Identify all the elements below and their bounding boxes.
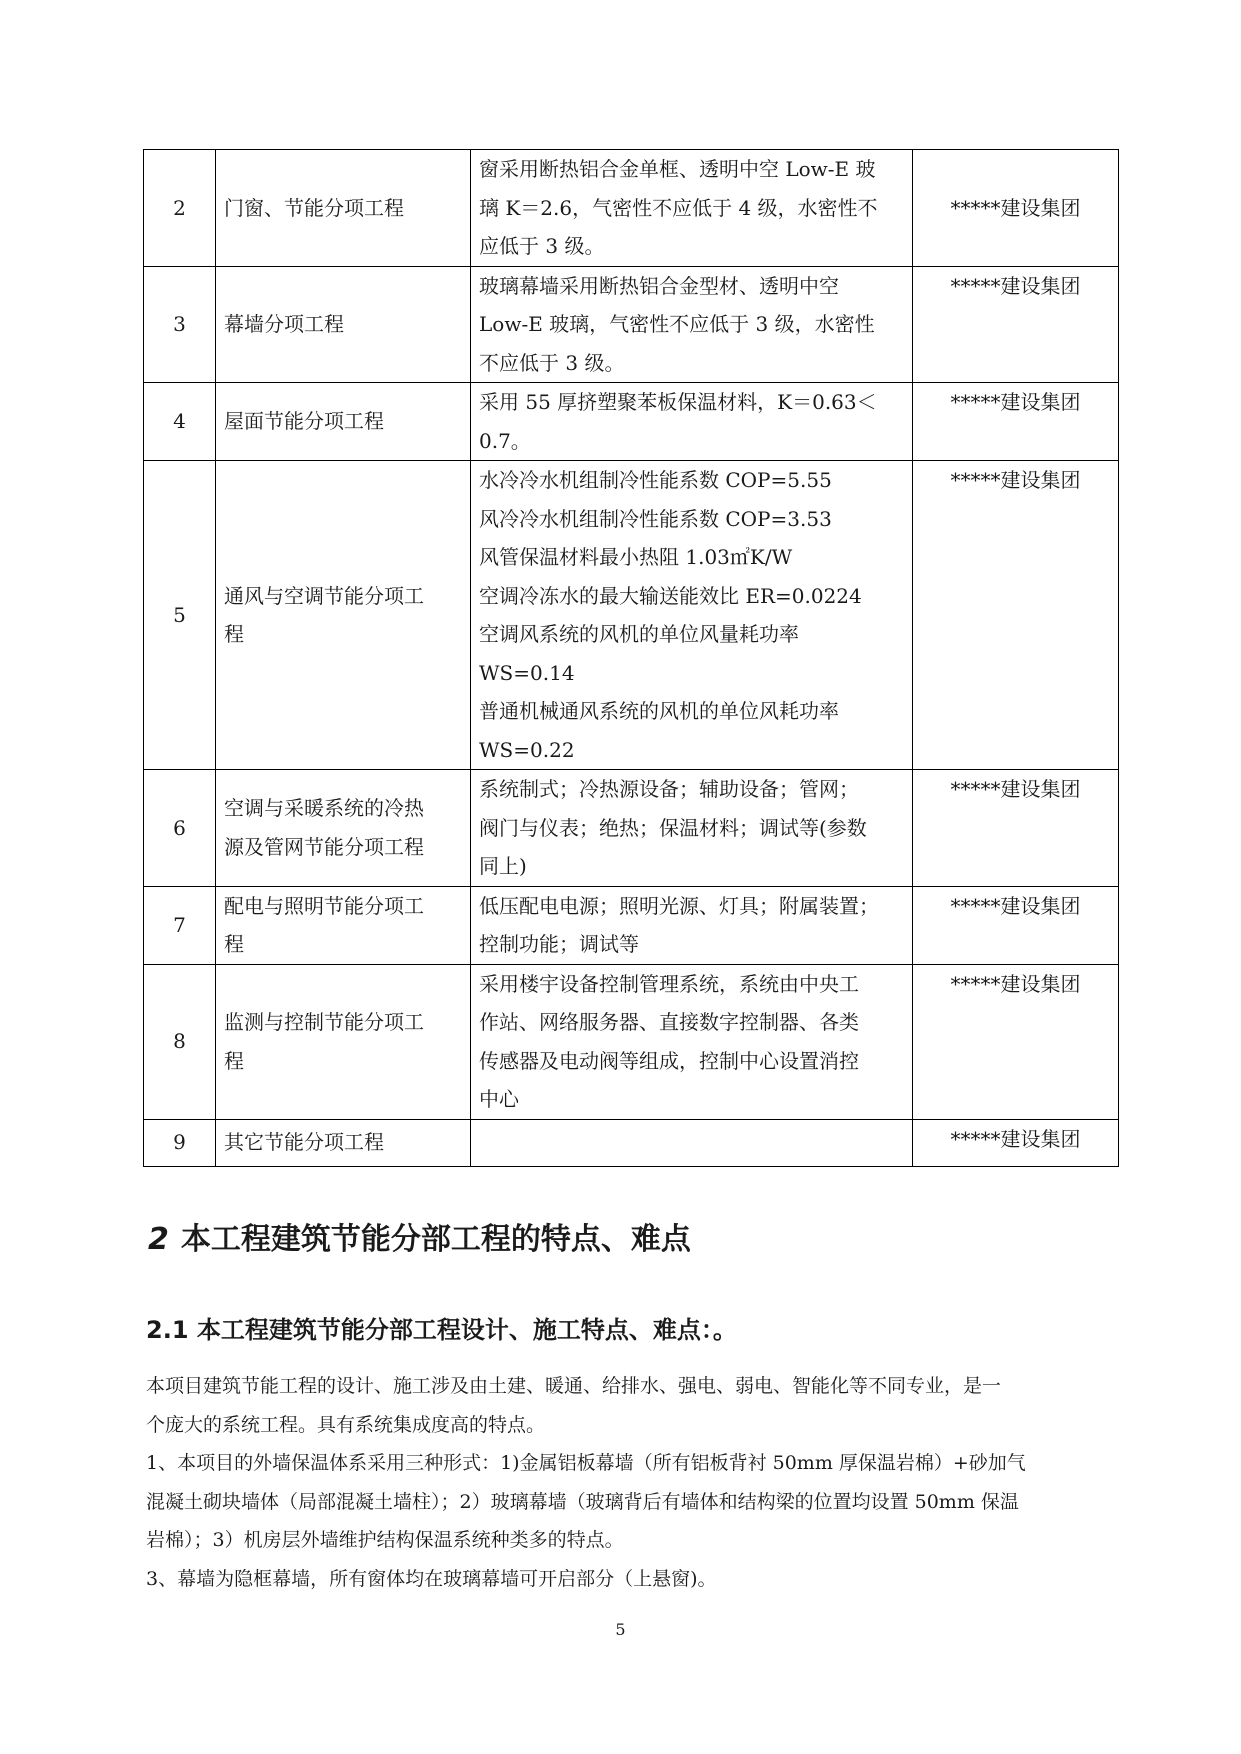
contractor-cell: *****建设集团 bbox=[913, 150, 1119, 267]
body-text bbox=[146, 1367, 1121, 1598]
subitem-name-line: 门窗、节能分项工程 bbox=[224, 195, 404, 220]
row-number-cell: 6 bbox=[144, 770, 216, 887]
contractor-cell: *****建设集团 bbox=[913, 383, 1119, 461]
table-row bbox=[144, 1119, 1119, 1166]
description-line: 控制功能；调试等 bbox=[479, 932, 639, 956]
subitem-name-line: 屋面节能分项工程 bbox=[224, 409, 384, 434]
description-line: 应低于 3 级。 bbox=[479, 234, 605, 258]
table-row bbox=[144, 886, 1119, 964]
table-row bbox=[144, 150, 1119, 267]
description-cell bbox=[471, 461, 913, 770]
subitem-name-line: 程 bbox=[224, 1048, 244, 1073]
table-row bbox=[144, 770, 1119, 887]
subitem-name-cell bbox=[216, 383, 471, 461]
body-line: 1、本项目的外墙保温体系采用三种形式：1)金属铝板幕墙（所有铝板背衬 50mm 厚保温岩棉）+砂加气 bbox=[146, 1452, 1026, 1474]
subitem-name-cell bbox=[216, 461, 471, 770]
body-line: 岩棉）；3）机房层外墙维护结构保温系统种类多的特点。 bbox=[146, 1529, 624, 1551]
energy-subitem-table-container bbox=[143, 149, 1118, 1167]
description-cell bbox=[471, 150, 913, 267]
description-line: 水冷冷水机组制冷性能系数 COP=5.55 bbox=[479, 468, 832, 492]
description-line: 作站、网络服务器、直接数字控制器、各类 bbox=[479, 1010, 859, 1034]
row-number-cell: 8 bbox=[144, 964, 216, 1119]
table-row bbox=[144, 461, 1119, 770]
subitem-name-line: 程 bbox=[224, 932, 244, 956]
subitem-name-line: 通风与空调节能分项工 bbox=[224, 583, 424, 608]
description-line: 采用楼宇设备控制管理系统，系统由中央工 bbox=[479, 971, 859, 996]
description-line: 0.7。 bbox=[479, 428, 531, 453]
description-cell bbox=[471, 770, 913, 887]
table-row bbox=[144, 266, 1119, 383]
contractor-cell: *****建设集团 bbox=[913, 1119, 1119, 1166]
subitem-name-cell bbox=[216, 770, 471, 887]
description-line: 同上) bbox=[479, 854, 527, 878]
description-line: 空调冷冻水的最大输送能效比 ER=0.0224 bbox=[479, 583, 862, 608]
row-number-cell: 2 bbox=[144, 150, 216, 267]
description-line: 传感器及电动阀等组成，控制中心设置消控 bbox=[479, 1048, 859, 1073]
description-cell bbox=[471, 886, 913, 964]
description-line: 空调风系统的风机的单位风量耗功率 bbox=[479, 622, 799, 646]
subitem-name-cell bbox=[216, 150, 471, 267]
description-line: 中心 bbox=[479, 1087, 519, 1111]
description-line: 阀门与仪表；绝热；保温材料；调试等(参数 bbox=[479, 815, 867, 840]
subitem-name-cell bbox=[216, 1119, 471, 1166]
description-cell bbox=[471, 1119, 913, 1166]
row-number-cell: 9 bbox=[144, 1119, 216, 1166]
energy-subitem-table bbox=[143, 149, 1119, 1167]
subsection-heading: 2.1 本工程建筑节能分部工程设计、施工特点、难点：。 bbox=[146, 1316, 737, 1344]
subitem-name-line: 源及管网节能分项工程 bbox=[224, 834, 424, 859]
description-line: 窗采用断热铝合金单框、透明中空 Low-E 玻 bbox=[479, 157, 876, 181]
row-number-cell: 7 bbox=[144, 886, 216, 964]
section-heading bbox=[148, 1214, 691, 1258]
description-line: 不应低于 3 级。 bbox=[479, 350, 625, 375]
page-number: 5 bbox=[615, 1620, 626, 1639]
description-line: 普通机械通风系统的风机的单位风耗功率 bbox=[479, 699, 839, 723]
subitem-name-cell bbox=[216, 886, 471, 964]
contractor-cell: *****建设集团 bbox=[913, 461, 1119, 770]
description-line: WS=0.14 bbox=[479, 660, 575, 685]
description-line: 系统制式；冷热源设备；辅助设备；管网； bbox=[479, 777, 859, 801]
description-cell bbox=[471, 964, 913, 1119]
table-body bbox=[144, 150, 1119, 1167]
table-row bbox=[144, 383, 1119, 461]
description-line: 风冷冷水机组制冷性能系数 COP=3.53 bbox=[479, 506, 832, 531]
row-number-cell: 4 bbox=[144, 383, 216, 461]
description-line: 风管保温材料最小热阻 1.03㎡K/W bbox=[479, 545, 793, 569]
contractor-cell: *****建设集团 bbox=[913, 964, 1119, 1119]
subitem-name-cell bbox=[216, 266, 471, 383]
description-line: 采用 55 厚挤塑聚苯板保温材料，K＝0.63＜ bbox=[479, 390, 877, 414]
row-number-cell: 5 bbox=[144, 461, 216, 770]
subitem-name-cell bbox=[216, 964, 471, 1119]
contractor-cell: *****建设集团 bbox=[913, 266, 1119, 383]
body-line: 3、幕墙为隐框幕墙，所有窗体均在玻璃幕墙可开启部分（上悬窗)。 bbox=[146, 1567, 717, 1590]
body-line: 混凝土砌块墙体（局部混凝土墙柱）；2）玻璃幕墙（玻璃背后有墙体和结构梁的位置均设置 50mm 保温 bbox=[146, 1490, 1019, 1513]
description-line: 低压配电电源；照明光源、灯具；附属装置； bbox=[479, 893, 879, 918]
body-line: 个庞大的系统工程。具有系统集成度高的特点。 bbox=[146, 1413, 546, 1436]
description-line: Low-E 玻璃，气密性不应低于 3 级，水密性 bbox=[479, 312, 875, 336]
contractor-cell: *****建设集团 bbox=[913, 770, 1119, 887]
subitem-name-line: 空调与采暖系统的冷热 bbox=[224, 796, 424, 821]
description-line: 璃 K＝2.6，气密性不应低于 4 级，水密性不 bbox=[479, 195, 878, 220]
description-cell bbox=[471, 383, 913, 461]
subitem-name-line: 其它节能分项工程 bbox=[224, 1130, 384, 1155]
body-line: 本项目建筑节能工程的设计、施工涉及由土建、暖通、给排水、强电、弱电、智能化等不同专业，是一 bbox=[146, 1375, 1002, 1397]
row-number-cell: 3 bbox=[144, 266, 216, 383]
description-line: WS=0.22 bbox=[479, 737, 575, 762]
section-title-text: 本工程建筑节能分部工程的特点、难点 bbox=[180, 1222, 691, 1257]
subitem-name-line: 程 bbox=[224, 622, 244, 646]
description-cell bbox=[471, 266, 913, 383]
section-number: 2 bbox=[148, 1222, 169, 1257]
description-line: 玻璃幕墙采用断热铝合金型材、透明中空 bbox=[479, 273, 839, 298]
contractor-cell: *****建设集团 bbox=[913, 886, 1119, 964]
table-row bbox=[144, 964, 1119, 1119]
subitem-name-line: 监测与控制节能分项工 bbox=[224, 1010, 424, 1034]
subitem-name-line: 幕墙分项工程 bbox=[224, 312, 344, 336]
subitem-name-line: 配电与照明节能分项工 bbox=[224, 893, 424, 918]
